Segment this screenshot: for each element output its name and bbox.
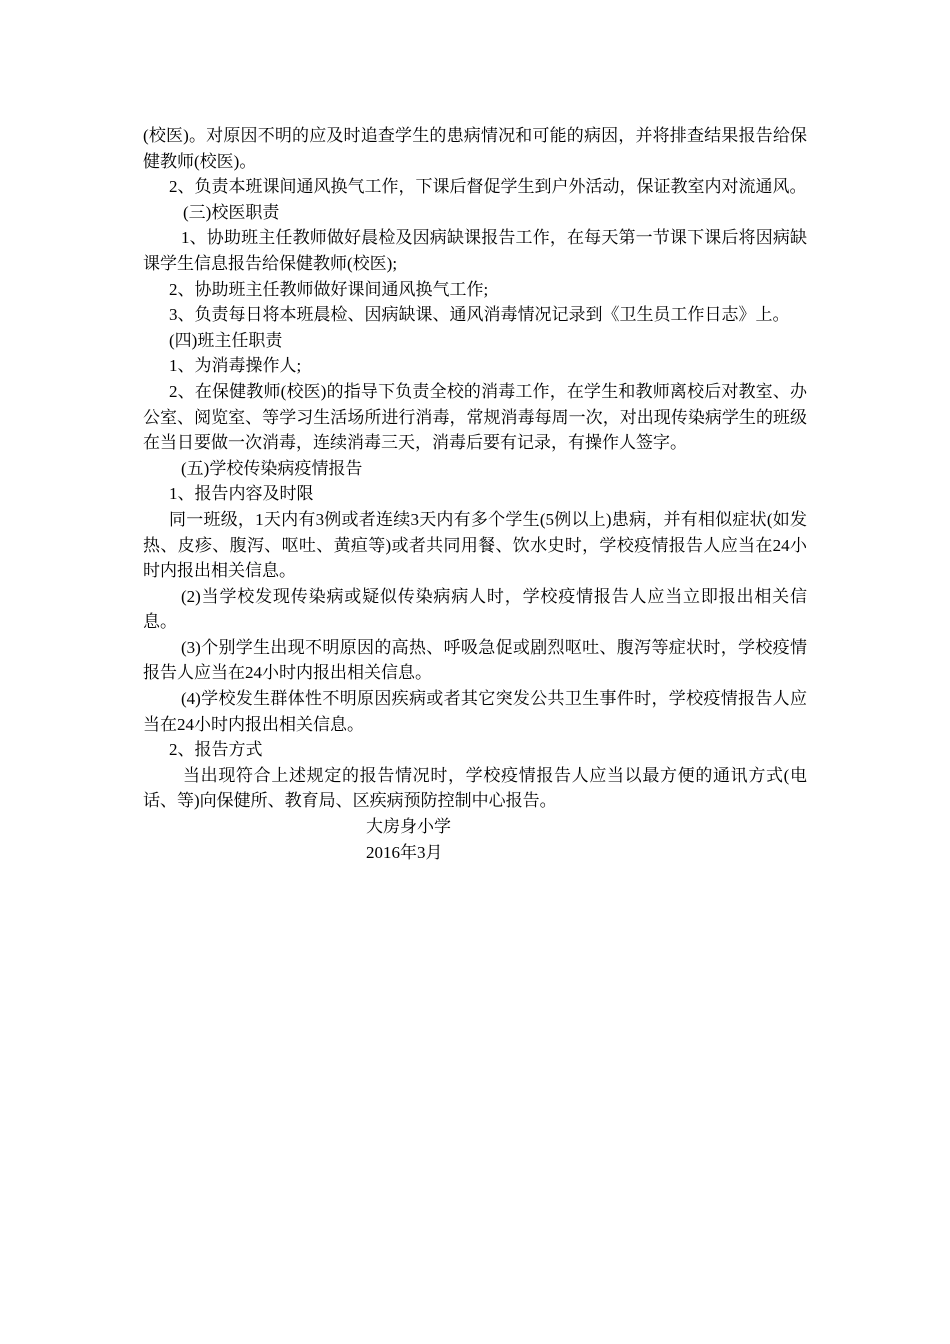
paragraph-doctor-duty-3: 3、负责每日将本班晨检、因病缺课、通风消毒情况记录到《卫生员工作日志》上。 bbox=[169, 305, 790, 325]
paragraph-report-case-4: (4)学校发生群体性不明原因疾病或者其它突发公共卫生事件时，学校疫情报告人应当在24小时内报出相关信息。 bbox=[143, 689, 807, 734]
paragraph-ventilation-duty: 2、负责本班课间通风换气工作，下课后督促学生到户外活动，保证教室内对流通风。 bbox=[169, 177, 807, 197]
signature-date: 2016年3月 bbox=[366, 842, 443, 862]
paragraph-continuation: (校医)。对原因不明的应及时追查学生的患病情况和可能的病因，并将排查结果报告给保健教师(校医)。 bbox=[143, 126, 807, 171]
section-heading-epidemic-report: (五)学校传染病疫情报告 bbox=[181, 458, 363, 478]
paragraph-report-case-1: 同一班级，1天内有3例或者连续3天内有多个学生(5例以上)患病，并有相似症状(如发热、皮疹、腹泻、呕吐、黄疸等)或者共同用餐、饮水史时，学校疫情报告人应当在24小时内报出相关信息。 bbox=[143, 509, 807, 581]
paragraph-report-method: 当出现符合上述规定的报告情况时，学校疫情报告人应当以最方便的通讯方式(电话、等)向保健所、教育局、区疾病预防控制中心报告。 bbox=[143, 765, 807, 811]
paragraph-teacher-duty-1: 1、为消毒操作人; bbox=[169, 356, 302, 376]
subheading-report-content: 1、报告内容及时限 bbox=[169, 484, 314, 504]
subheading-report-method: 2、报告方式 bbox=[169, 740, 263, 760]
paragraph-report-case-2: (2)当学校发现传染病或疑似传染病病人时，学校疫情报告人应当立即报出相关信息。 bbox=[143, 586, 807, 632]
section-heading-class-teacher: (四)班主任职责 bbox=[169, 330, 283, 350]
signature-school-name: 大房身小学 bbox=[366, 817, 451, 837]
paragraph-teacher-duty-2: 2、在保健教师(校医)的指导下负责全校的消毒工作，在学生和教师离校后对教室、办公室、阅览室、等学习生活场所进行消毒，常规消毒每周一次，对出现传染病学生的班级在当日要做一次消毒，连续消毒三天，消毒后要有记录，有操作人签字。 bbox=[143, 381, 807, 453]
paragraph-doctor-duty-2: 2、协助班主任教师做好课间通风换气工作; bbox=[169, 279, 489, 299]
section-heading-school-doctor: (三)校医职责 bbox=[183, 202, 280, 222]
paragraph-report-case-3: (3)个别学生出现不明原因的高热、呼吸急促或剧烈呕吐、腹泻等症状时，学校疫情报告人应当在24小时内报出相关信息。 bbox=[143, 637, 807, 683]
paragraph-doctor-duty-1: 1、协助班主任教师做好晨检及因病缺课报告工作，在每天第一节课下课后将因病缺课学生信息报告给保健教师(校医); bbox=[143, 228, 807, 273]
document-body bbox=[143, 123, 807, 865]
